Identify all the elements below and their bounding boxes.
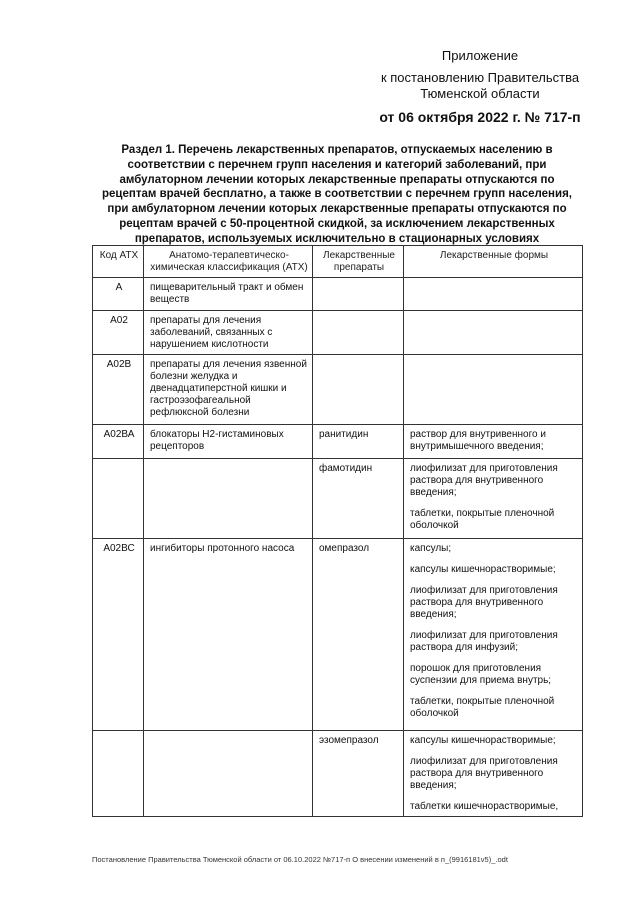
header-drugs: Лекарственные препараты <box>313 246 404 278</box>
table-row <box>93 731 583 817</box>
table-header-row <box>93 246 583 278</box>
dosage-form: лиофилизат для приготовления раствора для инфузий; <box>410 630 558 653</box>
dosage-form: лиофилизат для приготовления раствора для внутривенного введения; <box>410 585 558 620</box>
cell-code: А02ВС <box>93 539 144 731</box>
table-row <box>93 355 583 425</box>
dosage-form: раствор для внутривенного и внутримышечного введения; <box>410 429 546 452</box>
cell-classification: ингибиторы протонного насоса <box>144 539 313 731</box>
dosage-form: капсулы кишечнорастворимые; <box>410 735 556 746</box>
table-row <box>93 311 583 355</box>
table-row <box>93 459 583 539</box>
header-forms: Лекарственные формы <box>404 246 583 278</box>
cell-drug: эзомепразол <box>313 731 404 817</box>
cell-classification: препараты для лечения заболеваний, связанных с нарушением кислотности <box>144 311 313 355</box>
table-row <box>93 539 583 731</box>
dosage-form: капсулы кишечнорастворимые; <box>410 564 556 575</box>
cell-code <box>93 459 144 539</box>
cell-drug <box>313 355 404 425</box>
cell-classification: блокаторы Н2-гистаминовых рецепторов <box>144 425 313 459</box>
appendix-label: Приложение <box>441 48 519 63</box>
cell-drug: омепразол <box>313 539 404 731</box>
cell-drug: ранитидин <box>313 425 404 459</box>
cell-code: А02 <box>93 311 144 355</box>
cell-forms <box>404 278 583 311</box>
cell-code: А <box>93 278 144 311</box>
cell-code: А02ВА <box>93 425 144 459</box>
table-row <box>93 278 583 311</box>
dosage-form: таблетки кишечнорастворимые, <box>410 801 559 812</box>
decree-line-1: к постановлению Правительства <box>380 70 580 85</box>
cell-forms <box>404 425 583 459</box>
cell-drug <box>313 311 404 355</box>
cell-classification: пищеварительный тракт и обмен веществ <box>144 278 313 311</box>
section-title: Раздел 1. Перечень лекарственных препаратов, отпускаемых населению в соответствии с перечнем групп населения и категорий заболеваний, при амбулаторном лечении которых лекарственные препараты отпускаются по рецептам врачей бесплатно, а также в соответствии с перечнем групп населения, при амбулаторном лечении которых лекарственные препараты отпускаются по рецептам врачей с 50-процентной скидкой, за исключением лекарственных препаратов, используемых исключительно в стационарных условиях <box>102 144 572 245</box>
cell-drug: фамотидин <box>313 459 404 539</box>
dosage-form: таблетки, покрытые пленочной оболочкой <box>410 696 555 719</box>
footer-document-name: Постановление Правительства Тюменской области от 06.10.2022 №717-п О внесении изменений в п_(9916181v5)_.odt <box>92 855 508 864</box>
decree-reference <box>360 70 600 102</box>
dosage-form: лиофилизат для приготовления раствора для внутривенного введения; <box>410 463 558 498</box>
cell-code: А02В <box>93 355 144 425</box>
dosage-form: лиофилизат для приготовления раствора для внутривенного введения; <box>410 756 558 791</box>
dosage-form: капсулы; <box>410 543 452 554</box>
dosage-form: порошок для приготовления суспензии для приема внутрь; <box>410 663 552 686</box>
cell-forms <box>404 311 583 355</box>
drug-table <box>92 245 583 817</box>
cell-classification: препараты для лечения язвенной болезни желудка и двенадцатиперстной кишки и гастроэзофагеальной рефлюксной болезни <box>144 355 313 425</box>
cell-forms <box>404 459 583 539</box>
cell-forms <box>404 539 583 731</box>
cell-forms <box>404 355 583 425</box>
table-body <box>93 278 583 817</box>
header-code: Код АТХ <box>93 246 144 278</box>
header-classification: Анатомо-терапевтическо-химическая классификация (АТХ) <box>144 246 313 278</box>
dosage-form: таблетки, покрытые пленочной оболочкой <box>410 508 555 531</box>
cell-forms <box>404 731 583 817</box>
cell-classification <box>144 731 313 817</box>
cell-classification <box>144 459 313 539</box>
cell-code <box>93 731 144 817</box>
table-row <box>93 425 583 459</box>
decree-line-2: Тюменской области <box>420 86 540 101</box>
decree-date: от 06 октября 2022 г. № 717-п <box>379 109 581 125</box>
cell-drug <box>313 278 404 311</box>
